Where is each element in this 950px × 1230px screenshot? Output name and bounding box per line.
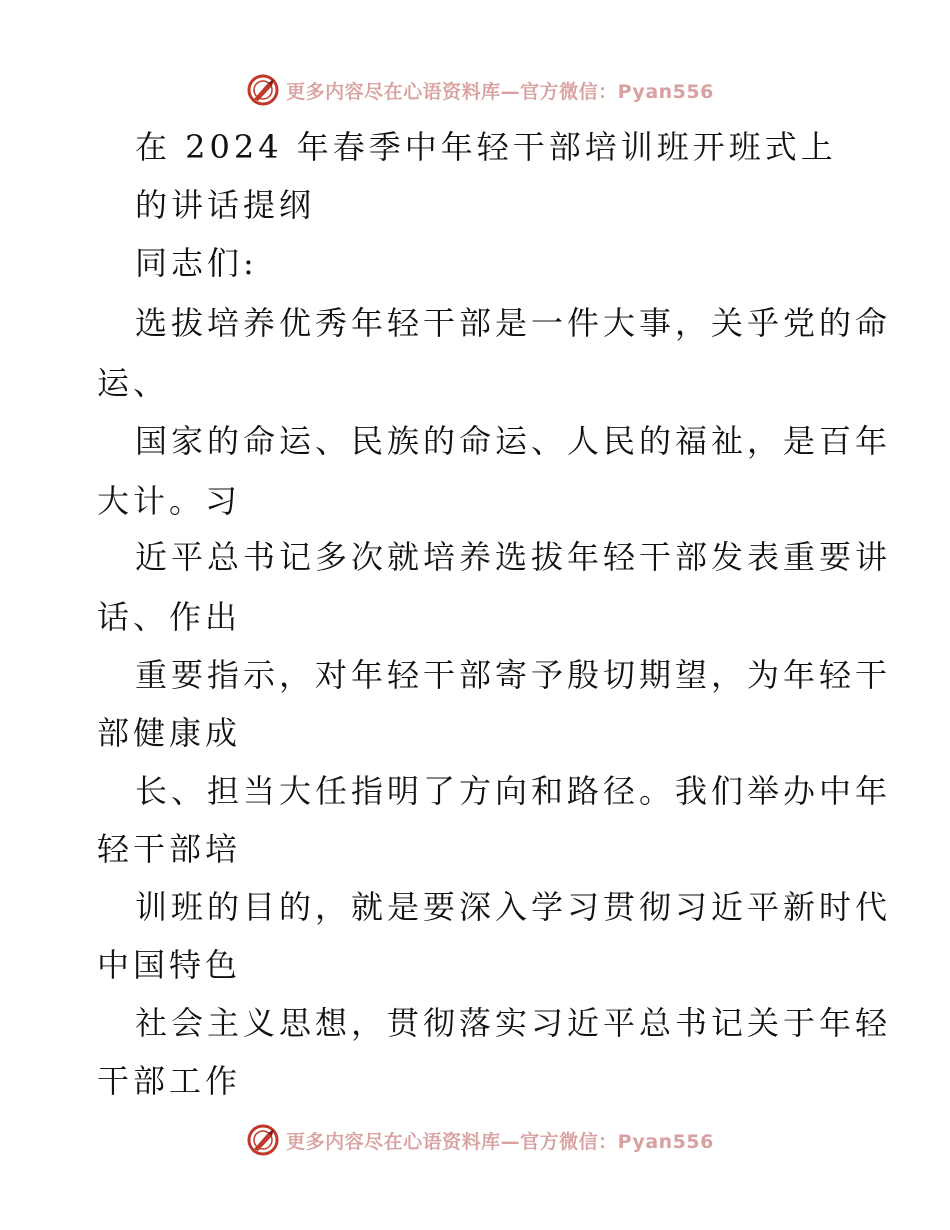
footer-banner [0,1120,950,1160]
paragraph-line: 近平总书记多次就培养选拔年轻干部发表重要讲 [135,538,892,576]
footer-banner-text: 更多内容尽在心语资料库—官方微信：Pyan556 [286,1130,714,1153]
title-line-2: 的讲话提纲 [135,186,316,224]
paragraph-line: 国家的命运、民族的命运、人民的福祉，是百年 [135,422,892,460]
title-line-1: 在 2024 年春季中年轻干部培训班开班式上 [135,128,837,166]
paragraph-line: 中国特色 [97,946,242,984]
paragraph-line: 训班的目的，就是要深入学习贯彻习近平新时代 [135,888,892,926]
paragraph-line: 轻干部培 [97,830,242,868]
paragraph-line: 大计。习 [97,482,242,520]
paragraph-line: 选拔培养优秀年轻干部是一件大事，关乎党的命 [135,304,892,342]
paragraph-line: 重要指示，对年轻干部寄予殷切期望，为年轻干 [135,656,892,694]
header-banner-text: 更多内容尽在心语资料库—官方微信：Pyan556 [286,80,714,103]
paragraph-line: 干部工作 [97,1062,242,1100]
header-banner-content [246,73,714,107]
footer-banner-content [246,1123,714,1157]
pen-logo-icon [246,73,280,107]
paragraph-line: 运、 [97,364,170,402]
paragraph-line: 社会主义思想，贯彻落实习近平总书记关于年轻 [135,1004,892,1042]
pen-logo-icon [246,1123,280,1157]
paragraph-line: 长、担当大任指明了方向和路径。我们举办中年 [135,772,892,810]
paragraph-line: 话、作出 [97,598,242,636]
paragraph-line: 部健康成 [97,714,242,752]
header-banner [0,70,950,110]
salutation: 同志们: [135,244,258,282]
